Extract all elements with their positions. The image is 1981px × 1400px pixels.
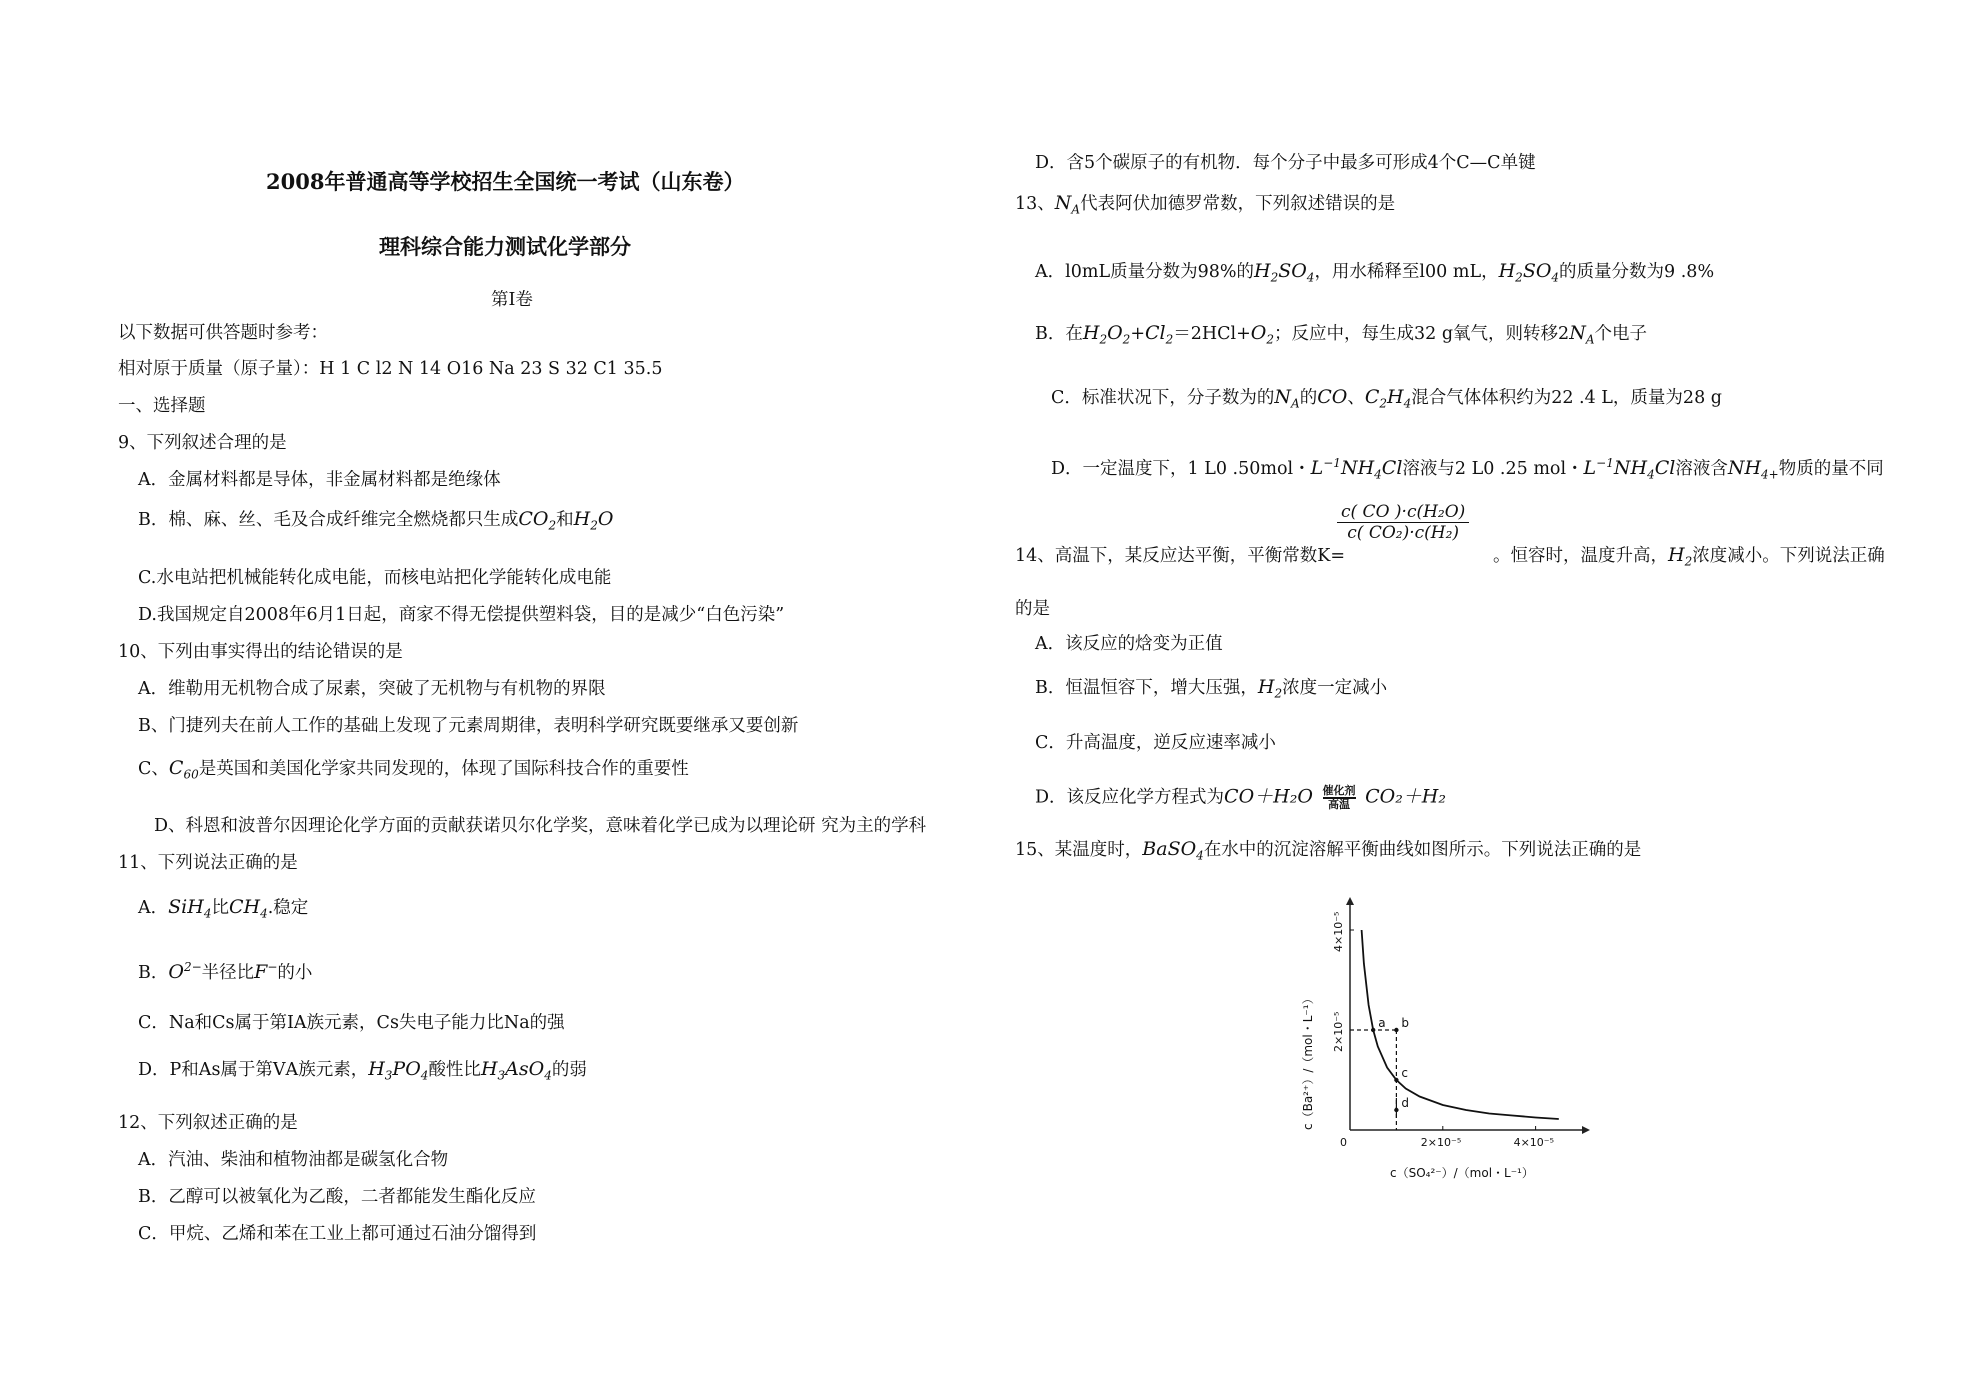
point-d: [1394, 1108, 1398, 1112]
atomic-masses: 相对原于质量（原子量）：H 1 C l2 N 14 O16 Na 23 S 32 C1 35.5: [118, 359, 663, 379]
x-tick-label-2: 4×10⁻⁵: [1513, 1136, 1555, 1149]
q14-stem-continued: 的是: [1015, 599, 1050, 619]
q11-option-a: A．SiH$_4$比$CH_4$.稳定: [138, 896, 309, 921]
q10-stem: 10、下列由事实得出的结论错误的是: [118, 642, 403, 662]
q13-option-b: B．在$H_2O_2+Cl_2=2HCl+O_2$；反应中，每生成32 g氧气，则转移$2N_A$个电子: [1035, 322, 1647, 347]
x-tick-label-1: 2×10⁻⁵: [1420, 1136, 1462, 1149]
q10-option-b: B、门捷列夫在前人工作的基础上发现了元素周期律，表明科学研究既要继承又要创新: [138, 716, 799, 736]
q10-option-d: D、科恩和波普尔因理论化学方面的贡献获诺贝尔化学奖，意味着化学已成为以理论研 究为主的学科: [154, 816, 927, 836]
volume-label: 第Ⅰ卷: [491, 290, 533, 310]
q14-option-d: D．该反应化学方程式为CO＋H₂O 催化剂 高温 CO₂＋H₂: [1035, 784, 1446, 811]
point-label-b: b: [1401, 1016, 1410, 1030]
chart-marks: [1301, 912, 1559, 1180]
section-heading: 一、选择题: [118, 396, 206, 416]
q13-stem: 13、$N_A$代表阿伏加德罗常数，下列叙述错误的是: [1015, 192, 1396, 217]
q12-option-c: C．甲烷、乙烯和苯在工业上都可通过石油分馏得到: [138, 1224, 537, 1244]
y-axis-label: c（Ba²⁺）/（mol・L⁻¹）: [1301, 992, 1315, 1130]
q14-option-b: B．恒温恒容下，增大压强，$H_2$浓度一定减小: [1035, 676, 1388, 701]
q9-option-b: B．棉、麻、丝、毛及合成纤维完全燃烧都只生成$CO_2$和$H_2O$: [138, 508, 614, 533]
q9-option-a: A．金属材料都是导体，非金属材料都是绝缘体: [138, 470, 501, 490]
point-a: [1371, 1028, 1375, 1032]
exam-subtitle: 理科综合能力测试化学部分: [379, 234, 631, 259]
point-c: [1394, 1078, 1398, 1082]
fraction-denominator: c( CO₂)·c(H₂): [1347, 523, 1460, 543]
fraction-numerator: c( CO )·c(H₂O): [1337, 502, 1469, 523]
q10-option-c: C、$C_{60}$是英国和美国化学家共同发现的，体现了国际科技合作的重要性: [138, 757, 689, 782]
y-tick-label-1: 4×10⁻⁵: [1332, 911, 1345, 952]
point-label-d: d: [1401, 1096, 1410, 1110]
q11-stem: 11、下列说法正确的是: [118, 853, 298, 873]
x-axis-label: c（SO₄²⁻）/（mol・L⁻¹）: [1390, 1166, 1534, 1180]
q12-option-d: D．含5个碳原子的有机物．每个分子中最多可形成4个C—C单键: [1035, 153, 1536, 173]
q12-option-a: A．汽油、柴油和植物油都是碳氢化合物: [138, 1150, 449, 1170]
q11-option-c: C．Na和Cs属于第ⅠA族元素，Cs失电子能力比Na的强: [138, 1013, 565, 1033]
point-b: [1394, 1028, 1398, 1032]
point-label-a: a: [1378, 1016, 1386, 1030]
series-line-0: [1362, 930, 1559, 1119]
q14-option-a: A．该反应的焓变为正值: [1035, 634, 1223, 654]
q14-option-c: C．升高温度，逆反应速率减小: [1035, 733, 1276, 753]
q15-stem: 15、某温度时，BaSO$_4$在水中的沉淀溶解平衡曲线如图所示。下列说法正确的是: [1015, 838, 1642, 863]
q11-option-b: B．$O^{2-}$半径比F−的小: [138, 960, 313, 983]
q9-option-d: D.我国规定自2008年6月1日起，商家不得无偿提供塑料袋，目的是减少“白色污染”: [138, 605, 785, 625]
x-axis-arrow: [1582, 1126, 1590, 1134]
q10-option-a: A．维勒用无机物合成了尿素，突破了无机物与有机物的界限: [138, 679, 606, 699]
reference-note: 以下数据可供答题时参考：: [118, 323, 328, 343]
q13-option-a: A．l0mL质量分数为98%的$H_2SO_4$，用水稀释至l00 mL，$H_2SO_4$的质量分数为9 .8%: [1035, 260, 1715, 285]
q11-option-d: D．P和As属于第ⅤA族元素，$H_3PO_4$酸性比$H_3AsO_4$的弱: [138, 1058, 587, 1083]
point-label-c: c: [1401, 1066, 1409, 1080]
q13-option-d: D．一定温度下，1 L0 .50mol・$L^{-1}NH_4Cl$溶液与2 L0 .25 mol・$L^{-1}NH_4Cl$溶液含$NH_{4+}$物质的量不同: [1051, 456, 1884, 482]
equilibrium-constant-fraction: [1337, 502, 1469, 543]
y-axis-arrow: [1346, 897, 1354, 905]
q9-option-c: C.水电站把机械能转化成电能，而核电站把化学能转化成电能: [138, 568, 612, 588]
q9-stem: 9、下列叙述合理的是: [118, 433, 287, 453]
y-tick-label-0: 2×10⁻⁵: [1332, 1011, 1345, 1052]
q14-stem: 14、高温下，某反应达平衡，平衡常数K= 。恒容时，温度升高，$H_2$浓度减小。下列说法正确: [1015, 544, 1885, 569]
q12-option-b: B．乙醇可以被氧化为乙酸，二者都能发生酯化反应: [138, 1187, 536, 1207]
x-tick-label-0: 0: [1340, 1136, 1347, 1149]
q12-stem: 12、下列叙述正确的是: [118, 1113, 298, 1133]
exam-title: 2008年普通高等学校招生全国统一考试（山东卷）: [266, 169, 745, 194]
catalyst-label: 催化剂: [1322, 784, 1356, 797]
condition-label: 高温: [1328, 798, 1350, 811]
q13-option-c: C．标准状况下，分子数为的$N_A$的CO、$C_2H_4$混合气体体积约为22 .4 L，质量为28 g: [1051, 386, 1722, 411]
precipitation-equilibrium-chart: [1290, 895, 1590, 1185]
